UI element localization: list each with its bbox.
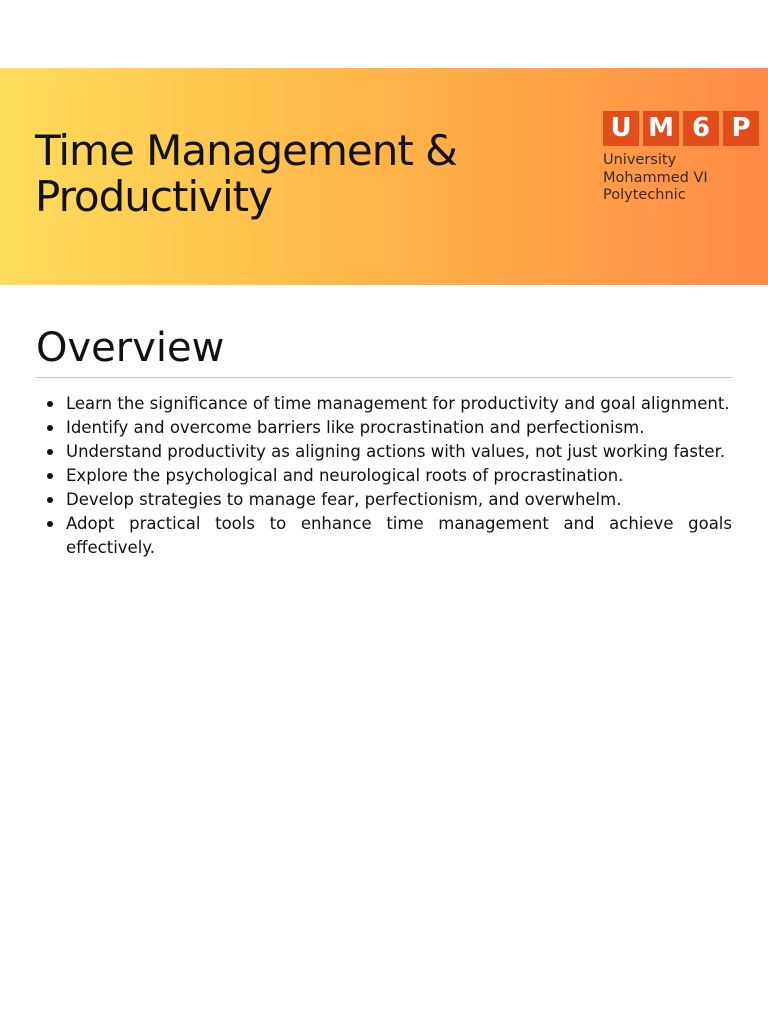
list-item-text: Identify and overcome barriers like procrastination and perfectionism. bbox=[66, 418, 645, 437]
page-title-line-1: Time Management & bbox=[35, 126, 457, 175]
bullet-icon bbox=[47, 473, 53, 479]
section-divider bbox=[36, 377, 732, 378]
um6p-logo bbox=[603, 111, 768, 205]
logo-letter-m: M bbox=[643, 111, 679, 146]
list-item bbox=[36, 416, 732, 440]
header-banner bbox=[0, 68, 768, 285]
logo-letter-row bbox=[603, 111, 768, 146]
list-item-text: Learn the significance of time management for productivity and goal alignment. bbox=[66, 394, 730, 413]
list-item-text: Understand productivity as aligning actions with values, not just working faster. bbox=[66, 442, 726, 461]
logo-letter-u: U bbox=[603, 111, 639, 146]
bullet-icon bbox=[47, 497, 53, 503]
list-item bbox=[36, 512, 732, 559]
page-title bbox=[35, 128, 555, 220]
list-item bbox=[36, 392, 732, 416]
logo-letter-p: P bbox=[723, 111, 759, 146]
bullet-icon bbox=[47, 425, 53, 431]
list-item-text: Develop strategies to manage fear, perfectionism, and overwhelm. bbox=[66, 490, 622, 509]
overview-section bbox=[36, 322, 732, 560]
logo-wordmark bbox=[603, 152, 768, 205]
list-item bbox=[36, 488, 732, 512]
list-item-text: Explore the psychological and neurological roots of procrastination. bbox=[66, 466, 624, 485]
list-item bbox=[36, 464, 732, 488]
logo-line-mohammed: Mohammed VI bbox=[603, 169, 708, 186]
bullet-icon bbox=[47, 521, 53, 527]
bullet-icon bbox=[47, 449, 53, 455]
page-title-line-2: Productivity bbox=[35, 172, 272, 221]
overview-list bbox=[36, 392, 732, 559]
list-item-text: Adopt practical tools to enhance time management and achieve goals effectively. bbox=[66, 514, 732, 557]
logo-letter-6: 6 bbox=[683, 111, 719, 146]
list-item bbox=[36, 440, 732, 464]
logo-line-polytechnic: Polytechnic bbox=[603, 187, 686, 203]
bullet-icon bbox=[47, 401, 53, 407]
logo-line-university: University bbox=[603, 152, 677, 168]
overview-heading: Overview bbox=[36, 325, 225, 371]
